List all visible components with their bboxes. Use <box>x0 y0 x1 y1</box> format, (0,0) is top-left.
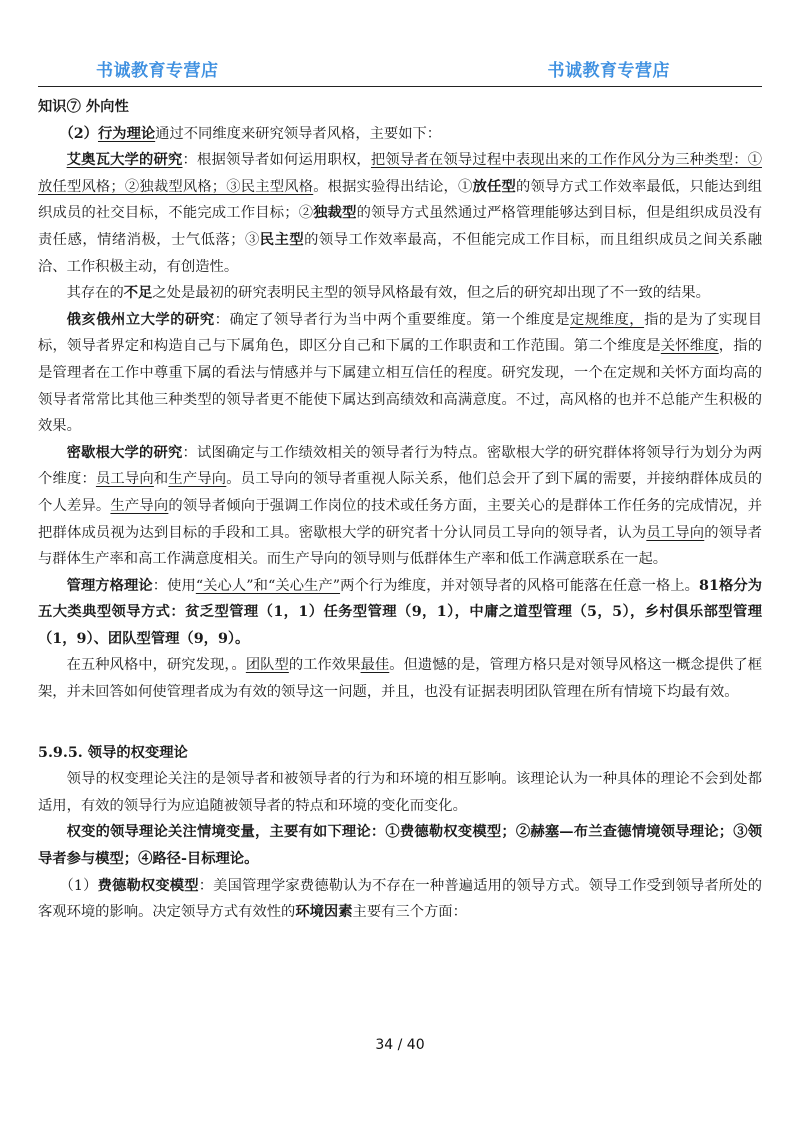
grid-two-dimensions: “关心人”和“关心生产” <box>195 577 341 594</box>
section-title-extraversion: 知识⑦ 外向性 <box>38 99 129 115</box>
iowa-text-3: 的领导方式工作效率最低，只能达到组织成员的社交目标，不能完成工作目标；② <box>38 178 763 222</box>
fiedler-text-1: ：美国管理学家费德勒认为不存在一种普遍适用的领导方式。领导工作受到领导者所处的客观环境的影响。决定领导方式有效性的 <box>38 877 762 921</box>
iowa-text-4: 的领导方式虽然通过严格管理能够达到目标，但是组织成员没有责任感，情绪消极，士气低落；③ <box>38 205 763 248</box>
grid-text-1: ：使用 <box>152 577 196 594</box>
term-team-style: 团队型 <box>245 657 289 674</box>
grid-text-2: 两个行为维度，并对领导者的风格可能落在任意一格上。 <box>340 577 700 594</box>
ohio-text-2: 指的是为了实现目标，领导者界定和构造自己与下属角色，即区分自己和下属的工作职责和工作范围。第二个维度是 <box>38 311 763 355</box>
term-employee-oriented: 员工导向 <box>95 471 154 488</box>
paragraph-contingency-intro: 领导的权变理论关注的是领导者和被领导者的行为和环境的相互影响。该理论认为一种具体的理论不会到处都适用，有效的领导行为应追随被领导者的特点和环境的变化而变化。 <box>38 771 762 814</box>
term-environment-factors: 环境因素 <box>295 904 353 921</box>
term-iowa-study: 艾奥瓦大学的研究 <box>66 152 183 169</box>
grid-five-styles: 81格分为五大类典型领导方式：贫乏型管理（1，1）任务型管理（9，1），中庸之道型管理（5，5），乡村俱乐部型管理（1，9）、团队型管理（9，9）。 <box>38 577 762 647</box>
fiedler-text-2: 主要有三个方面： <box>352 904 467 921</box>
term-production-oriented: 生产导向 <box>168 471 227 488</box>
paragraph-contingency-theories: 权变的领导理论关注情境变量，主要有如下理论：①费德勒权变模型；②赫塞—布兰查德情境领导理论；③领导者参与模型；④路径-目标理论。 <box>38 824 762 868</box>
term-initiating-structure: 定规维度， <box>570 311 645 328</box>
fiedler-number: （1） <box>59 877 98 894</box>
paragraph-fiedler-model <box>38 873 762 926</box>
intro-number: （2） <box>59 125 98 142</box>
shortcoming-text-2: 之处是最初的研究表明民主型的领导风格最有效，但之后的研究却出现了不一致的结果。 <box>152 285 710 302</box>
shortcoming-text-1: 其存在的 <box>66 285 124 302</box>
grid-note-text-2: 的工作效果 <box>288 657 361 674</box>
michigan-text-1: ：试图确定与工作绩效相关的领导者行为特点。密歇根大学的研究群体将领导行为划分为两个维度： <box>38 444 762 488</box>
term-laissez-faire: 放任型 <box>472 178 516 195</box>
term-autocratic: 独裁型 <box>313 205 357 222</box>
term-consideration: 关怀维度 <box>660 338 719 355</box>
iowa-three-types: 把领导者在领导过程中表现出来的工作作风分为三种类型：①放任型风格；②独裁型风格；③民主型风格 <box>38 152 762 195</box>
term-behavior-theory: 行为理论 <box>97 125 156 142</box>
term-democratic: 民主型 <box>259 231 305 248</box>
paragraph-iowa-study <box>38 147 762 280</box>
grid-note-text-1: 在五种风格中，研究发现，。 <box>66 657 246 674</box>
michigan-text-5: 的领导者与群体生产率和高工作满意度相关。而生产导向的领导则与低群体生产率和低工作满意联系在一起。 <box>38 524 762 568</box>
paragraph-ohio-study <box>38 307 762 440</box>
page-number: 34 / 40 <box>375 1037 425 1053</box>
header-shop-name-left: 书诚教育专营店 <box>96 61 219 81</box>
paragraph-grid-findings <box>38 652 762 705</box>
michigan-text-2: 和 <box>153 471 169 488</box>
grid-note-text-3: 。但遗憾的是，管理方格只是对领导风格这一概念提供了框架，并未回答如何使管理者成为有效的领导这一问题，并且，也没有证据表明团队管理在所有情境下均最有效。 <box>38 657 763 701</box>
term-shortcoming: 不足 <box>123 285 153 302</box>
michigan-text-3: 。员工导向的领导者重视人际关系，他们总会开了到下属的需要，并接纳群体成员的个人差异。 <box>38 471 763 514</box>
term-ohio-study: 俄亥俄州立大学的研究 <box>66 311 215 328</box>
ohio-text-3: ，指的是管理者在工作中尊重下属的看法与情感并与下属建立相互信任的程度。研究发现，一个在定规和关怀方面均高的领导者常常比其他三种类型的领导者更不能使下属达到高绩效和高满意度。不过，高风格的也并不总能产生积极的效果。 <box>38 338 762 435</box>
paragraph-michigan-study <box>38 440 762 573</box>
term-michigan-study: 密歇根大学的研究 <box>66 444 183 461</box>
michigan-text-4: 的领导者倾向于强调工作岗位的技术或任务方面，主要关心的是群体工作任务的完成情况，并把群体成员视为达到目标的手段和工具。密歇根大学的研究者十分认同员工导向的领导者，认为 <box>38 497 763 541</box>
term-best: 最佳 <box>360 657 390 674</box>
paragraph-shortcoming <box>38 280 762 307</box>
paragraph-managerial-grid <box>38 573 762 653</box>
section-title-contingency: 5.9.5. 领导的权变理论 <box>38 744 188 761</box>
page-header <box>38 56 762 87</box>
iowa-text-2: 。根据实验得出结论，① <box>313 178 473 195</box>
paragraph-behavior-theory-intro <box>38 121 762 148</box>
intro-text: 通过不同维度来研究领导者风格，主要如下： <box>155 125 442 142</box>
section-spacer <box>38 706 762 732</box>
ohio-text-1: ：确定了领导者行为当中两个重要维度。第一个维度是 <box>214 311 571 328</box>
document-body <box>38 94 762 926</box>
term-fiedler-model: 费德勒权变模型 <box>97 877 199 894</box>
term-managerial-grid: 管理方格理论 <box>66 577 153 594</box>
iowa-text-1: ：根据领导者如何运用职权， <box>182 152 371 169</box>
term-employee-oriented-2: 员工导向 <box>646 524 705 541</box>
term-production-oriented-2: 生产导向 <box>110 497 169 514</box>
header-shop-name-right: 书诚教育专营店 <box>547 61 670 81</box>
iowa-text-5: 的领导工作效率最高，不但能完成工作目标，而且组织成员之间关系融洽、工作积极主动，有创造性。 <box>38 231 762 275</box>
